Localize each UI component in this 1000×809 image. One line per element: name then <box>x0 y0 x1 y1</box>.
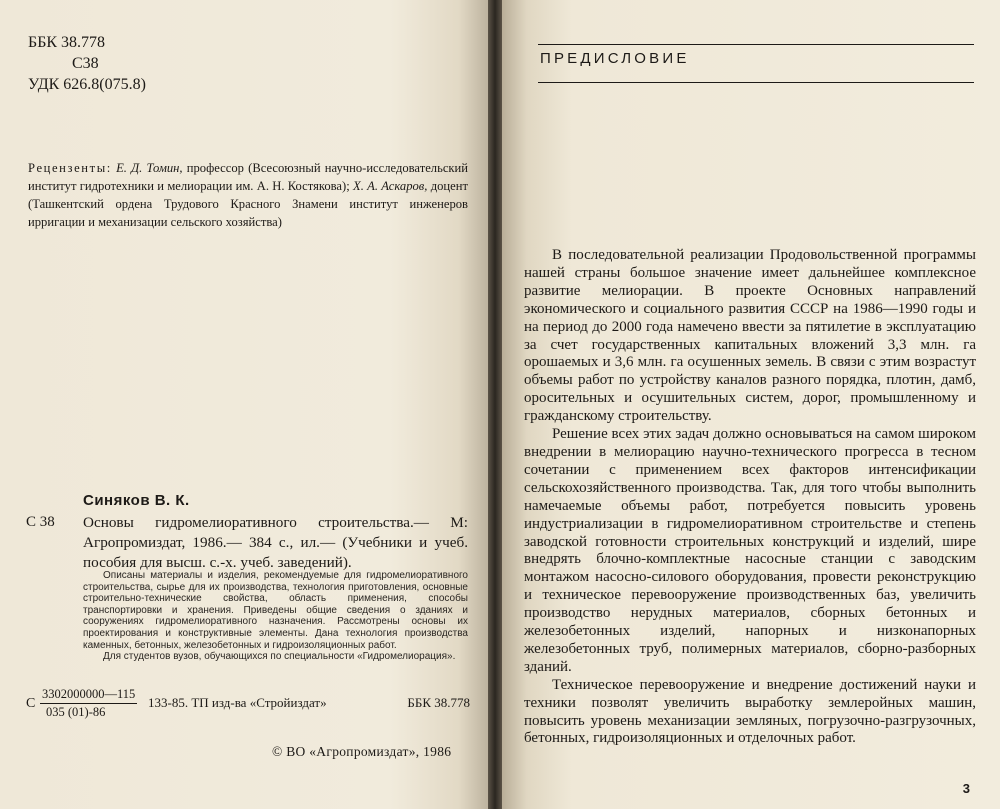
imprint-numerator: 3302000000—115 <box>40 686 137 704</box>
reviewer1-name: Е. Д. Томин, <box>116 161 183 175</box>
imprint-fraction <box>40 686 137 721</box>
annotation-paragraph: Описаны материалы и изделия, рекомендуемые для гидромелиоративного строительства, сырье для их производства, технология приготовления, основные строительно-технические свойства, область применения, способы транспортировки и хранения. Приведены общие сведения о зданиях и сооружениях гидромелиоративного назначения. Рассмотрены основы их проектирования и конструктивные элементы. Дана технология производства каменных, бетонных, железобетонных и гидроизоляционных работ. <box>83 570 468 651</box>
preface-paragraph: Техническое перевооружение и внедрение достижений науки и техники позволят увеличить выработку землеройных машин, повысить уровень механизации земляных, погрузочно-разгрузочных, бетонных, гидроизоляционных и отделочных работ. <box>524 676 976 747</box>
chapter-title: ПРЕДИСЛОВИЕ <box>540 50 690 67</box>
left-page <box>0 0 488 809</box>
catalog-code: С 38 <box>26 514 55 530</box>
reviewer1-info: профессор (Всесоюзный научно-исследовательский институт гидротехники и мелиорации им. А. Н. Костякова); <box>28 161 469 193</box>
preface-paragraph: Решение всех этих задач должно основываться на самом широком внедрении в мелиорацию научно-технического прогресса в тесном сочетании с применением всех факторов интенсификации сельскохозяйственного производства. Так, для того чтобы выполнить намечаемые объемы работ, потребуется повысить уровень индустриализации в гидромелиоративном строительстве и степень заводской готовности строительных конструкций и изделий, шире внедрять блочно-комплектные насосные станции с заводским монтажом насосно-силового оборудования, провести реконструкцию и техническое перевооружение производственных баз, увеличить производство нерудных материалов, сборных бетонных и железобетонных изделий, напорных и низконапорных железобетонных труб, полимерных материалов, сборно-разборных зданий. <box>524 426 976 675</box>
preface-text <box>524 247 976 748</box>
reviewer2-name: Х. А. Аскаров, <box>353 179 428 193</box>
right-page <box>502 0 1000 809</box>
imprint-line <box>26 686 476 722</box>
catalog-author: Синяков В. К. <box>83 492 190 509</box>
header-rule-bottom <box>538 82 974 83</box>
udc-code: УДК 626.8(075.8) <box>28 76 146 93</box>
book-gutter <box>488 0 502 809</box>
imprint-bbk: ББК 38.778 <box>407 695 470 710</box>
annotation <box>83 570 468 663</box>
imprint-c-letter: С <box>26 696 36 711</box>
header-rule-top <box>538 44 974 45</box>
reviewer2-info: доцент (Ташкентский ордена Трудового Красного Знамени институт инженеров ирригации и механизации сельского хозяйства) <box>28 179 468 229</box>
annotation-paragraph: Для студентов вузов, обучающихся по специальности «Гидромелиорация». <box>103 651 456 663</box>
reviewers-block <box>28 159 468 231</box>
copyright-line: © ВО «Агропромиздат», 1986 <box>272 744 452 759</box>
preface-paragraph: В последовательной реализации Продовольственной программы нашей страны большое значение имеет дальнейшее комплексное развитие мелиорации. В проекте Основных направлений экономического и социального развития СССР на 1986—1990 годы и на период до 2000 года намечено ввести за пятилетие в эксплуатацию за счет государственных капитальных вложений 3,3 млн. га орошаемых и 3,6 млн. га осушенных земель. В связи с этим возрастут объемы работ по устройству каналов разного порядка, плотин, дамб, оросительных и осушительных систем, дорог, промышленному и гражданскому строительству. <box>524 247 976 425</box>
page-number: 3 <box>962 781 970 796</box>
classification-block <box>28 32 146 95</box>
catalog-description: Основы гидромелиоративного строительства.— М: Агропромиздат, 1986.— 384 с., ил.— (Учебники и учеб. пособия для высш. с.-х. учеб. заведений). <box>83 514 468 571</box>
author-mark: С38 <box>72 55 99 72</box>
reviewers-label: Рецензенты: <box>28 161 112 175</box>
imprint-plan: 133-85. ТП изд-ва «Стройиздат» <box>148 695 327 710</box>
imprint-denominator: 035 (01)-86 <box>46 705 106 719</box>
bbk-code: ББК 38.778 <box>28 34 106 51</box>
